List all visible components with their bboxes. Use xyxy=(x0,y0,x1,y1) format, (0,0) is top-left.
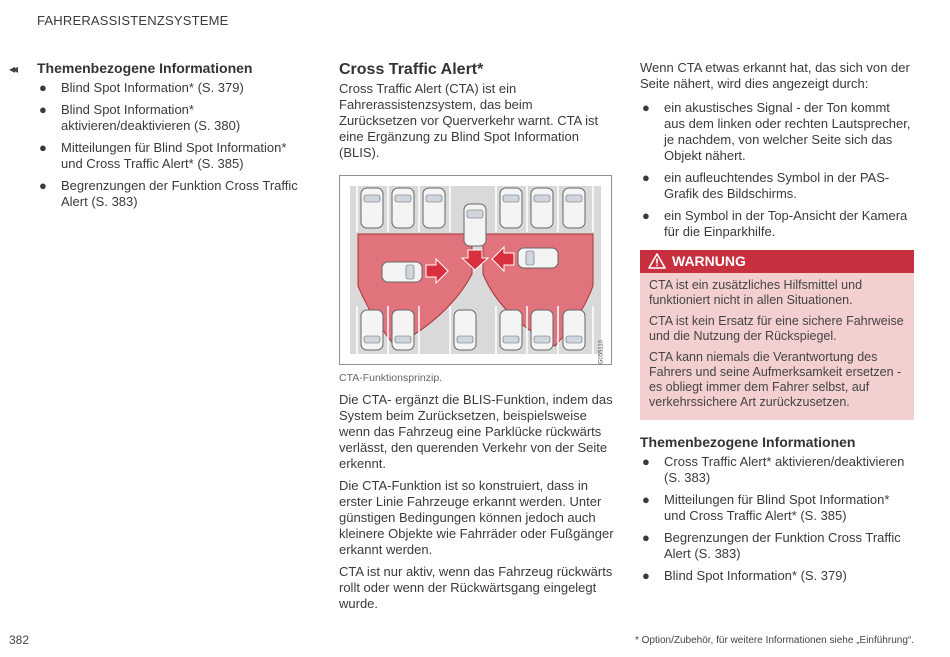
body-paragraph: Die CTA-Funktion ist so konstruiert, dass in erster Linie Fahrzeuge erkannt werden. Unter günstigen Bedingungen können jedoch auch kleinere Objekte wie Fahrräder oder Fußgänger erkannt werden. xyxy=(339,478,614,557)
list-item[interactable]: ● Blind Spot Information* aktivieren/deaktivieren (S. 380) xyxy=(39,102,241,133)
body-paragraph: CTA ist nur aktiv, wenn das Fahrzeug rückwärts rollt oder wenn der Rückwärtsgang eingelegt wurde. xyxy=(339,564,613,611)
warning-paragraph: CTA kann niemals die Verantwortung des Fahrers und seine Aufmerksamkeit ersetzen - es obliegt immer dem Fahrer selbst, auf verkehrssichere Art zurückzusetzen. xyxy=(649,350,902,409)
related-info-heading: Themenbezogene Informationen xyxy=(37,60,253,76)
cta-diagram xyxy=(339,175,612,365)
warning-header xyxy=(640,250,914,273)
list-item[interactable]: ● Cross Traffic Alert* aktivieren/deaktivieren (S. 383) xyxy=(642,454,905,485)
figure-code: G055110 xyxy=(598,340,604,365)
bullet-icon: ● xyxy=(642,454,650,469)
warning-body xyxy=(640,273,914,420)
list-item[interactable]: ● Mitteilungen für Blind Spot Information* und Cross Traffic Alert* (S. 385) xyxy=(39,140,287,171)
middle-column xyxy=(339,60,614,618)
list-item[interactable]: ● Begrenzungen der Funktion Cross Traffic Alert (S. 383) xyxy=(642,530,901,561)
warning-title: WARNUNG xyxy=(672,253,746,269)
bullet-icon: ● xyxy=(642,492,650,507)
back-chevron-icon[interactable]: ◂◂ xyxy=(9,62,16,76)
list-item: ● ein aufleuchtendes Symbol in der PAS-Grafik des Bildschirms. xyxy=(642,170,890,201)
bullet-icon: ● xyxy=(39,178,47,193)
related-info-heading: Themenbezogene Informationen xyxy=(640,434,856,450)
bullet-icon: ● xyxy=(642,208,650,223)
list-item: ● ein Symbol in der Top-Ansicht der Kamera für die Einparkhilfe. xyxy=(642,208,908,239)
indicator-list xyxy=(640,100,914,240)
bullet-icon: ● xyxy=(642,530,650,545)
footnote: * Option/Zubehör, für weitere Informationen siehe „Einführung“. xyxy=(634,635,914,646)
list-item[interactable]: ● Blind Spot Information* (S. 379) xyxy=(642,568,847,583)
warning-paragraph: CTA ist kein Ersatz für eine sichere Fahrweise und die Nutzung der Rückspiegel. xyxy=(649,314,904,343)
left-column xyxy=(37,60,309,216)
list-item: ● ein akustisches Signal - der Ton kommt aus dem linken oder rechten Lautsprecher, je nachdem, von welcher Seite sich das Objekt nähert. xyxy=(642,100,911,163)
bullet-icon: ● xyxy=(39,140,47,155)
bullet-icon: ● xyxy=(642,170,650,185)
bullet-icon: ● xyxy=(642,568,650,583)
related-info-list xyxy=(640,454,914,584)
bullet-icon: ● xyxy=(642,100,650,115)
body-paragraph: Die CTA- ergänzt die BLIS-Funktion, indem das System beim Zurücksetzen, beispielsweise wenn das Fahrzeug eine Parklücke rückwärts verlässt, den querenden Verkehr von der Seite erkennt. xyxy=(339,392,613,471)
section-header: FAHRERASSISTENZSYSTEME xyxy=(37,13,229,28)
related-info-list xyxy=(37,80,309,210)
bullet-icon: ● xyxy=(39,80,47,95)
warning-paragraph: CTA ist ein zusätzliches Hilfsmittel und funktioniert nicht in allen Situationen. xyxy=(649,278,863,307)
list-item[interactable]: ● Begrenzungen der Funktion Cross Traffic Alert (S. 383) xyxy=(39,178,298,209)
list-item[interactable]: ● Blind Spot Information* (S. 379) xyxy=(39,80,244,95)
page-number: 382 xyxy=(9,633,30,647)
indicator-intro: Wenn CTA etwas erkannt hat, das sich von der Seite nähert, wird dies angezeigt durch: xyxy=(640,60,910,91)
parking-illustration xyxy=(350,186,601,354)
intro-paragraph: Cross Traffic Alert (CTA) ist ein Fahrerassistenzsystem, das beim Zurücksetzen vor Querverkehr warnt. CTA ist eine Ergänzung zu Blind Spot Information (BLIS). xyxy=(339,81,599,160)
article-title: Cross Traffic Alert* xyxy=(339,61,484,78)
list-item[interactable]: ● Mitteilungen für Blind Spot Information* und Cross Traffic Alert* (S. 385) xyxy=(642,492,890,523)
right-column xyxy=(640,60,914,590)
bullet-icon: ● xyxy=(39,102,47,117)
warning-triangle-icon xyxy=(648,253,666,269)
figure-caption: CTA-Funktionsprinzip. xyxy=(339,372,443,384)
